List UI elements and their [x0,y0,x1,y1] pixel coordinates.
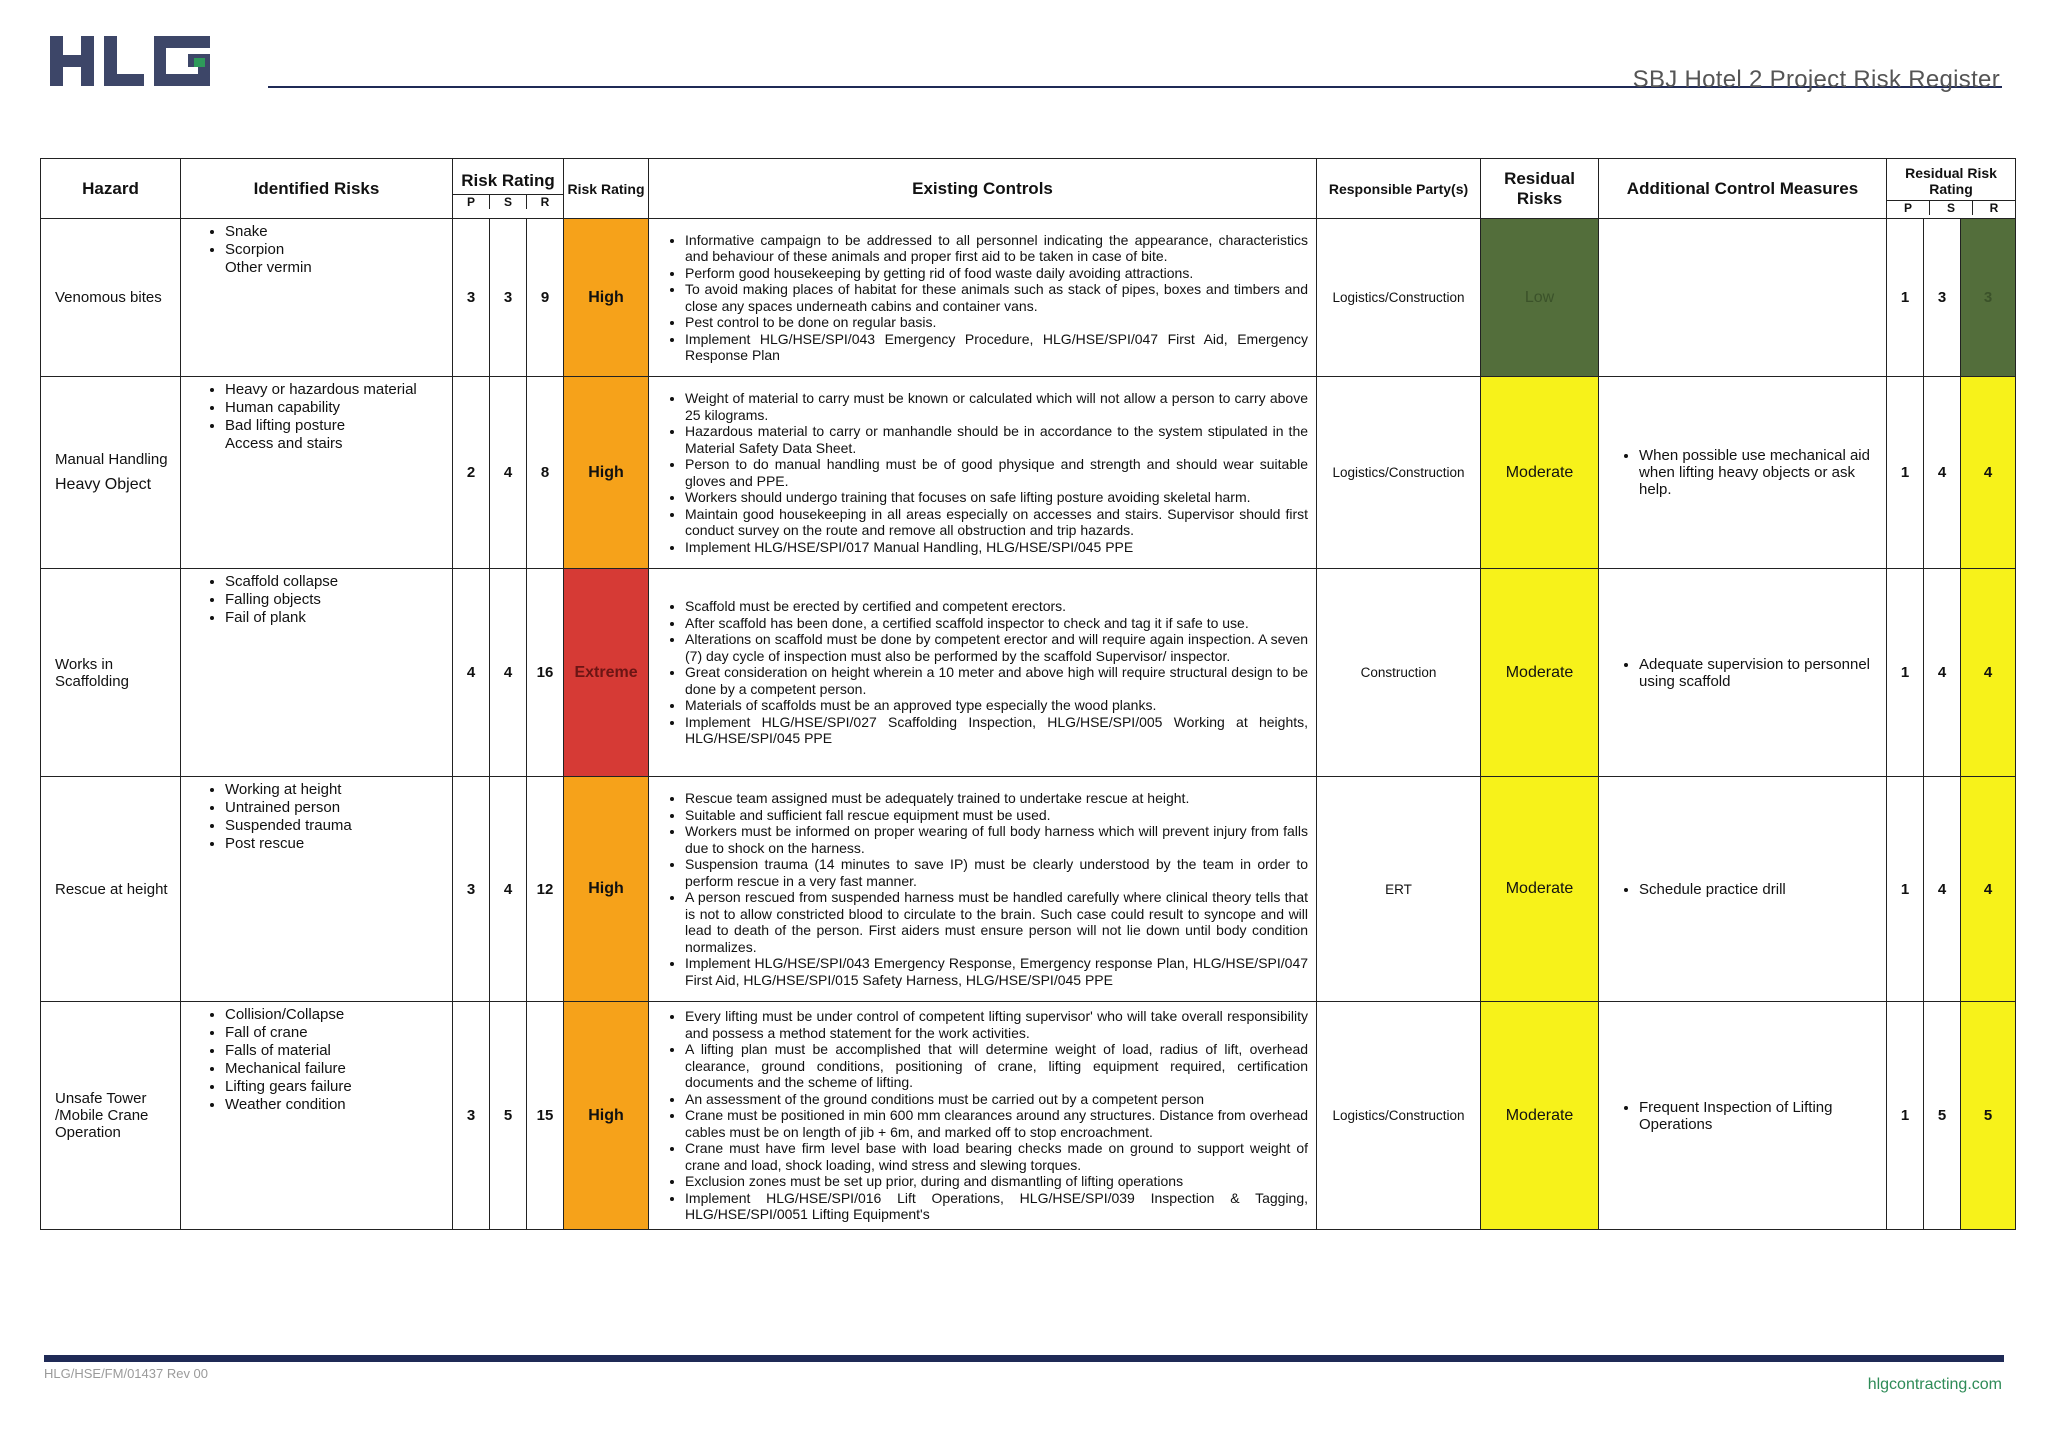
hazard-text: Venomous bites [55,289,162,306]
col-additional-controls: Additional Control Measures [1599,159,1887,219]
identified-risks-cell [181,777,453,1002]
risk-s: 4 [490,777,527,1002]
risk-p: 2 [453,377,490,569]
risk-r: 8 [527,377,564,569]
residual-s: 5 [1924,1002,1961,1230]
responsible-party: Logistics/Construction [1317,219,1481,377]
risk-item: • Human capability [225,399,446,417]
risk-p: 4 [453,569,490,777]
control-item: • Suitable and sufficient fall rescue equipment must be used. [685,807,1308,824]
control-item: • Person to do manual handling must be of good physique and strength and should wear suitable gloves and PPE. [685,456,1308,489]
control-item: • Implement HLG/HSE/SPI/027 Scaffolding Inspection, HLG/HSE/SPI/005 Working at heights, HLG/HSE/SPI/045 PPE [685,714,1308,747]
control-item: • Great consideration on height wherein a 10 meter and above high will require structural design to be done by a competent person. [685,664,1308,697]
control-item: • Scaffold must be erected by certified and competent erectors. [685,598,1308,615]
risk-item: • Collision/Collapse [225,1006,446,1024]
control-item: • Exclusion zones must be set up prior, during and dismantling of lifting operations [685,1173,1308,1190]
residual-r: 5 [1961,1002,2016,1230]
risk-s: 3 [490,219,527,377]
residual-prs-subheader [1887,200,2015,215]
col-risk-rating: Risk Rating [564,159,649,219]
control-item: • Implement HLG/HSE/SPI/043 Emergency Response, Emergency response Plan, HLG/HSE/SPI/047 First Aid, HLG/HSE/SPI/015 Safety Harness, HLG/HSE/SPI/045 PPE [685,955,1308,988]
col-residual-risk-rating [1887,159,2016,219]
prs-s: S [489,195,526,209]
additional-controls-cell [1599,1002,1887,1230]
residual-risk-rating-label: Residual Risk Rating [1905,164,1997,197]
control-item: • A lifting plan must be accomplished that will determine weight of load, radius of lift, overhead clearance, ground conditions, positioning of crane, lifting equipment required, certification documents and the scheme of lifting. [685,1041,1308,1091]
control-item: • Implement HLG/HSE/SPI/043 Emergency Procedure, HLG/HSE/SPI/047 First Aid, Emergency Response Plan [685,331,1308,364]
risk-item: • Bad lifting posture [225,417,446,435]
risk-rating-badge: High [564,377,649,569]
control-item: • A person rescued from suspended harness must be handled carefully where clinical theory tells that is not to allow constricted blood to circulate to the brain. Such case could result to syncope and will lead to death of the person. First aiders must ensure person will not lie down until body condition normalizes. [685,889,1308,955]
risk-item: • Suspended trauma [225,817,446,835]
control-item: • Workers must be informed on proper wearing of full body harness which will prevent injury from falls due to shock on the harness. [685,823,1308,856]
additional-controls-cell [1599,219,1887,377]
risk-item: • Heavy or hazardous material [225,381,446,399]
risk-item: • Fail of plank [225,609,446,627]
residual-r: 4 [1961,377,2016,569]
risk-item: Other vermin [225,259,312,276]
identified-risks-cell [181,219,453,377]
residual-risk-badge: Moderate [1481,377,1599,569]
website-link[interactable]: hlgcontracting.com [1867,1376,2002,1393]
risk-item: • Falling objects [225,591,446,609]
risk-r: 16 [527,569,564,777]
identified-risks-cell [181,377,453,569]
residual-p: P [1904,200,1913,215]
risk-p: 3 [453,1002,490,1230]
existing-controls-cell [649,569,1317,777]
residual-risk-badge: Moderate [1481,1002,1599,1230]
residual-p: 1 [1887,377,1924,569]
control-item: • Informative campaign to be addressed to all personnel indicating the appearance, characteristics and behaviour of these animals and proper first aid to be taken in case of bite. [685,232,1308,265]
risk-rating-badge: High [564,1002,649,1230]
footer-rule [44,1355,2004,1362]
existing-controls-cell [649,219,1317,377]
table-header-row [41,159,2016,219]
hazard-cell [41,377,181,569]
risk-item: • Mechanical failure [225,1060,446,1078]
responsible-party: Logistics/Construction [1317,1002,1481,1230]
control-item: • Weight of material to carry must be known or calculated which will not allow a person to carry above 25 kilograms. [685,390,1308,423]
risk-item: • Scaffold collapse [225,573,446,591]
risk-item: • Weather condition [225,1096,446,1114]
hazard-text: Rescue at height [55,880,168,898]
risk-item: • Lifting gears failure [225,1078,446,1096]
residual-s: 4 [1924,777,1961,1002]
risk-rating-label: Risk Rating [461,170,555,190]
control-item: • Perform good housekeeping by getting rid of food waste daily avoiding attractions. [685,265,1308,282]
control-item: • Hazardous material to carry or manhandle should be in accordance to the system stipulated in the Material Safety Data Sheet. [685,423,1308,456]
risk-rating-badge: High [564,777,649,1002]
residual-p: 1 [1887,1002,1924,1230]
responsible-party: Construction [1317,569,1481,777]
hlg-logo [48,30,218,92]
col-responsible-party: Responsible Party(s) [1317,159,1481,219]
risk-item: • Post rescue [225,835,446,853]
responsible-party: ERT [1317,777,1481,1002]
additional-control-item: • Adequate supervision to personnel using scaffold [1639,656,1876,690]
prs-r: R [526,195,563,209]
document-title: SBJ Hotel 2 Project Risk Register [1632,66,2000,93]
residual-risk-badge: Moderate [1481,569,1599,777]
risk-r: 12 [527,777,564,1002]
responsible-party: Logistics/Construction [1317,377,1481,569]
hazard-cell [41,569,181,777]
risk-item: • Fall of crane [225,1024,446,1042]
additional-control-item: • When possible use mechanical aid when lifting heavy objects or ask help. [1639,447,1876,498]
risk-s: 5 [490,1002,527,1230]
col-hazard: Hazard [41,159,181,219]
risk-item: • Snake [225,223,446,241]
table-row [41,569,2016,777]
risk-rating-badge: Extreme [564,569,649,777]
control-item: • Rescue team assigned must be adequately trained to undertake rescue at height. [685,790,1308,807]
additional-control-item: • Frequent Inspection of Lifting Operations [1639,1099,1876,1133]
prs-subheader [453,194,563,209]
document-code: HLG/HSE/FM/01437 Rev 00 [44,1366,209,1381]
control-item: • An assessment of the ground conditions must be carried out by a competent person [685,1091,1308,1108]
risk-item: Access and stairs [225,435,343,452]
risk-s: 4 [490,377,527,569]
control-item: • Implement HLG/HSE/SPI/016 Lift Operations, HLG/HSE/SPI/039 Inspection & Tagging, HLG/HSE/SPI/0051 Lifting Equipment's [685,1190,1308,1223]
risk-p: 3 [453,219,490,377]
hazard-text: Manual Handling [55,451,168,468]
residual-p: 1 [1887,569,1924,777]
control-item: • Suspension trauma (14 minutes to save IP) must be clearly understood by the team in order to perform rescue in a very fast manner. [685,856,1308,889]
control-item: • Crane must have firm level base with load bearing checks made on ground to support weight of crane and load, shock loading, wind stress and slewing torques. [685,1140,1308,1173]
control-item: • Materials of scaffolds must be an approved type especially the wood planks. [685,697,1308,714]
residual-risk-badge: Low [1481,219,1599,377]
control-item: • Every lifting must be under control of competent lifting supervisor' who will take overall responsibility and possess a method statement for the work activities. [685,1008,1308,1041]
table-row [41,377,2016,569]
additional-controls-cell [1599,569,1887,777]
control-item: • After scaffold has been done, a certified scaffold inspector to check and tag it if safe to use. [685,615,1308,632]
prs-p: P [466,194,475,209]
existing-controls-cell [649,1002,1317,1230]
residual-s: 4 [1924,569,1961,777]
residual-p: 1 [1887,219,1924,377]
residual-risk-badge: Moderate [1481,777,1599,1002]
control-item: • To avoid making places of habitat for these animals such as stack of pipes, boxes and timbers and close any spaces underneath cabins and container vans. [685,281,1308,314]
residual-r: 4 [1961,777,2016,1002]
residual-s: 3 [1924,219,1961,377]
risk-item: • Untrained person [225,799,446,817]
control-item: • Workers should undergo training that focuses on safe lifting posture avoiding skeletal harm. [685,489,1308,506]
control-item: • Pest control to be done on regular basis. [685,314,1308,331]
identified-risks-cell [181,1002,453,1230]
hazard-cell [41,777,181,1002]
control-item: • Maintain good housekeeping in all areas especially on accesses and stairs. Supervisor should first conduct survey on the route and remove all obstruction and trip hazards. [685,506,1308,539]
hazard-cell [41,1002,181,1230]
residual-p: 1 [1887,777,1924,1002]
risk-rating-badge: High [564,219,649,377]
control-item: • Alterations on scaffold must be done by competent erector and will require again inspection. A seven (7) day cycle of inspection must also be performed by the scaffold Supervisor/ inspector. [685,631,1308,664]
additional-controls-cell [1599,377,1887,569]
existing-controls-cell [649,377,1317,569]
hazard-cell [41,219,181,377]
additional-controls-cell [1599,777,1887,1002]
table-row [41,219,2016,377]
risk-r: 15 [527,1002,564,1230]
control-item: • Implement HLG/HSE/SPI/017 Manual Handling, HLG/HSE/SPI/045 PPE [685,539,1308,556]
col-existing-controls: Existing Controls [649,159,1317,219]
residual-r: R [1972,201,2015,215]
hazard-text: Heavy Object [55,476,152,493]
identified-risks-cell [181,569,453,777]
table-row [41,1002,2016,1230]
hazard-text: Works in Scaffolding [55,655,129,690]
residual-r: 4 [1961,569,2016,777]
hazard-text: Unsafe Tower /Mobile Crane Operation [55,1090,149,1141]
risk-register-table [40,158,2016,1230]
risk-r: 9 [527,219,564,377]
additional-control-item: • Schedule practice drill [1639,881,1876,898]
control-item: • Crane must be positioned in min 600 mm clearances around any structures. Distance from overhead cables must be on length of jib + 6m, and marked off to stop encroachment. [685,1107,1308,1140]
col-identified-risks: Identified Risks [181,159,453,219]
residual-r: 3 [1961,219,2016,377]
risk-item: • Scorpion [225,241,446,259]
residual-s: S [1929,201,1972,215]
residual-s: 4 [1924,377,1961,569]
risk-item: • Working at height [225,781,446,799]
risk-item: • Falls of material [225,1042,446,1060]
col-risk-rating-prs [453,159,564,219]
col-residual-risks: Residual Risks [1481,159,1599,219]
risk-p: 3 [453,777,490,1002]
risk-s: 4 [490,569,527,777]
table-row [41,777,2016,1002]
existing-controls-cell [649,777,1317,1002]
